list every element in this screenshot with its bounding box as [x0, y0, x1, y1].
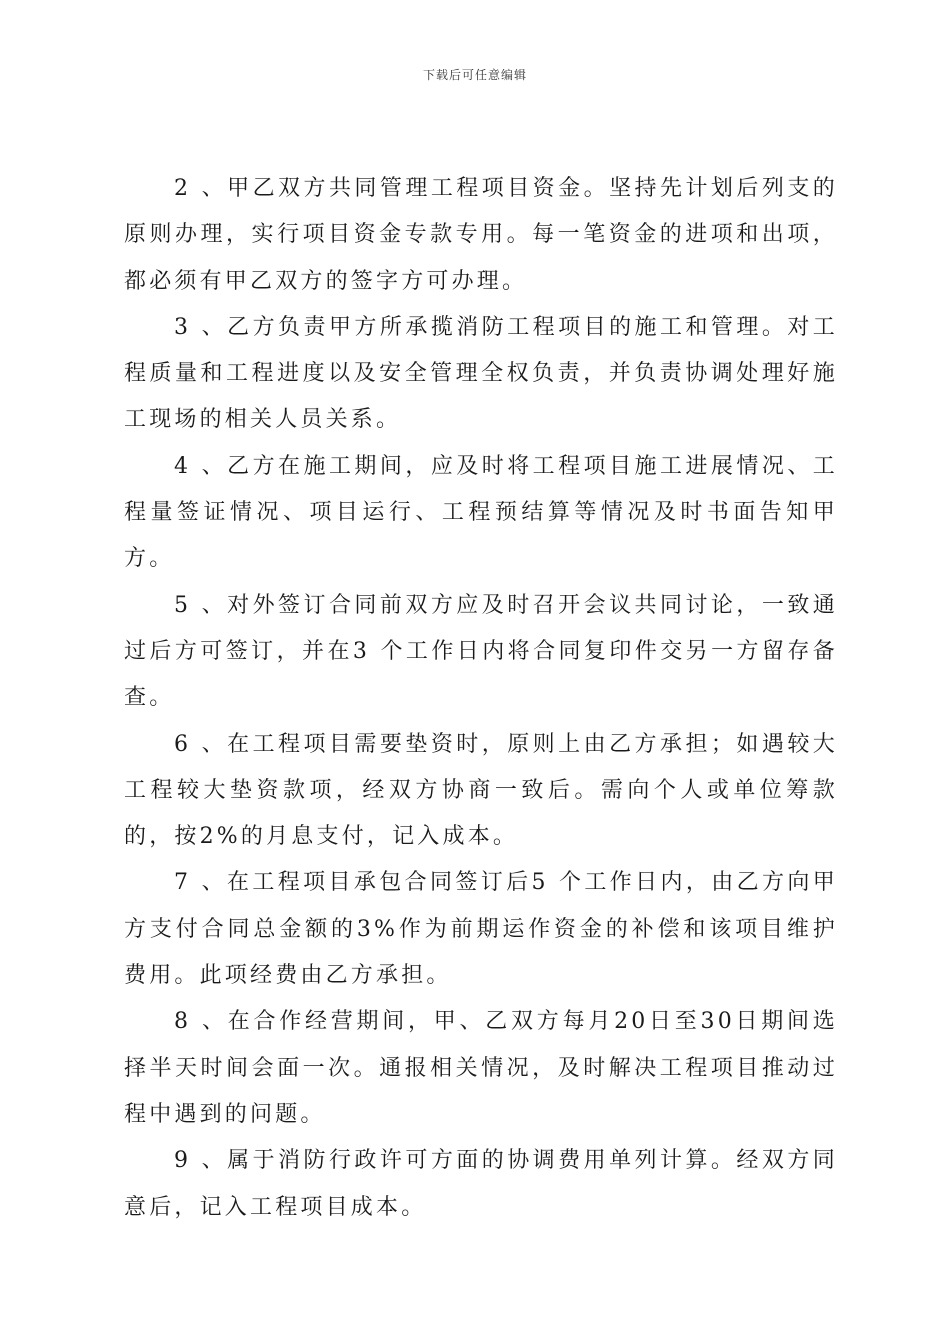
- document-body: [124, 166, 838, 1231]
- clause-2: 2 、甲乙双方共同管理工程项目资金。坚持先计划后列支的原则办理，实行项目资金专款专用。每一笔资金的进项和出项，都必须有甲乙双方的签字方可办理。: [124, 176, 838, 294]
- clause-6: 6 、在工程项目需要垫资时，原则上由乙方承担；如遇较大工程较大垫资款项，经双方协商一致后。需向个人或单位筹款的，按2%的月息支付，记入成本。: [124, 731, 838, 850]
- clause-4: 4 、乙方在施工期间，应及时将工程项目施工进展情况、工程量签证情况、项目运行、工程预结算等情况及时书面告知甲方。: [124, 453, 838, 572]
- clause-8: 8 、在合作经营期间，甲、乙双方每月20日至30日期间选择半天时间会面一次。通报相关情况，及时解决工程项目推动过程中遇到的问题。: [124, 1009, 838, 1127]
- page-header-note: 下载后可任意编辑: [422, 68, 527, 82]
- clause-7: 7 、在工程项目承包合同签订后5 个工作日内，由乙方向甲方支付合同总金额的3%作为前期运作资金的补偿和该项目维护费用。此项经费由乙方承担。: [124, 870, 838, 989]
- clause-9: 9 、属于消防行政许可方面的协调费用单列计算。经双方同意后，记入工程项目成本。: [124, 1148, 838, 1220]
- clause-3: 3 、乙方负责甲方所承揽消防工程项目的施工和管理。对工程质量和工程进度以及安全管理全权负责，并负责协调处理好施工现场的相关人员关系。: [124, 314, 838, 433]
- clause-5: 5 、对外签订合同前双方应及时召开会议共同讨论，一致通过后方可签订，并在3 个工作日内将合同复印件交另一方留存备查。: [124, 592, 838, 711]
